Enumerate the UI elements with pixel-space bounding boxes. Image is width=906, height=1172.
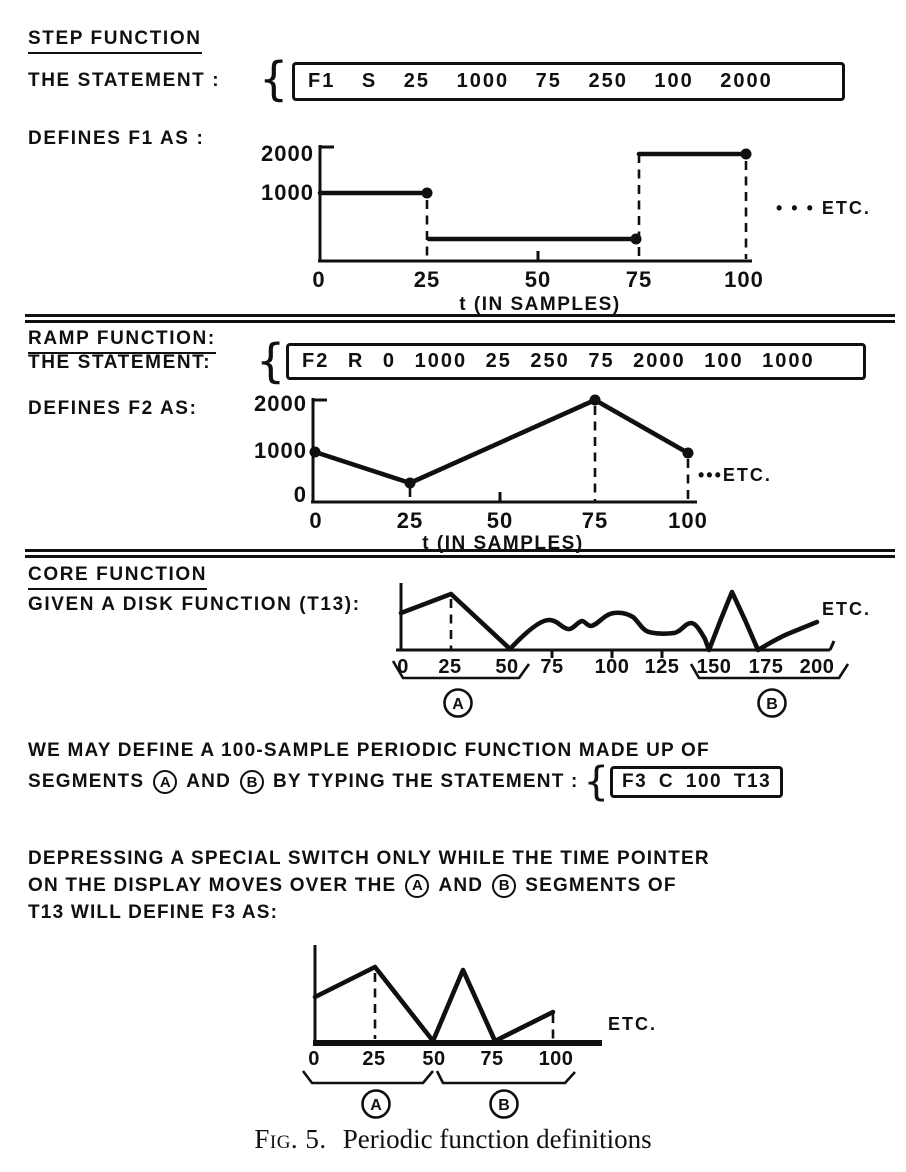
figure-caption-text: Periodic function definitions: [342, 1124, 652, 1154]
section-divider: [25, 314, 895, 323]
x-tick-label: 75: [581, 508, 609, 533]
x-tick-label: 0: [309, 508, 323, 533]
ramp-statement-label: THE STATEMENT:: [28, 352, 212, 373]
step-statement-label: THE STATEMENT :: [28, 70, 221, 91]
x-tick-label: 200: [799, 656, 835, 678]
ramp-section-heading: [28, 328, 216, 354]
core-section-heading: [28, 564, 207, 590]
x-tick-label: 0: [312, 267, 326, 292]
core-given-label: GIVEN A DISK FUNCTION (T13):: [28, 594, 361, 615]
ramp-chart-axes: [311, 398, 697, 503]
y-tick-label: 2000: [261, 141, 314, 166]
segment-a-label: A: [452, 696, 464, 713]
core-heading-text: CORE FUNCTION: [28, 564, 207, 590]
step-heading-text: STEP FUNCTION: [28, 28, 202, 54]
f3-waveform: [315, 967, 553, 1041]
disk-waveform: [401, 592, 817, 650]
switch-line2-before-a: ON THE DISPLAY MOVES OVER THE: [28, 874, 397, 896]
compose-statement-brace: {: [583, 759, 609, 805]
ramp-defines-label: DEFINES F2 AS:: [28, 398, 198, 419]
y-tick-label: 0: [293, 482, 307, 507]
data-point: [741, 149, 752, 160]
data-point: [405, 478, 416, 489]
segment-a-badge: A: [153, 770, 177, 794]
etc-label: • • • ETC.: [776, 198, 871, 218]
compose-line2-before-a: SEGMENTS: [28, 771, 145, 792]
ramp-statement-box: [286, 343, 866, 380]
x-tick-label: 75: [625, 267, 653, 292]
x-tick-label: 100: [594, 656, 630, 678]
x-tick-label: 100: [668, 508, 708, 533]
switch-line2-after-b: SEGMENTS OF: [525, 874, 677, 896]
y-tick-label: 2000: [254, 391, 307, 416]
figure-caption-label: Fig. 5.: [254, 1124, 327, 1154]
switch-note: [28, 845, 710, 926]
x-axis-label: t (IN SAMPLES): [459, 294, 621, 315]
x-tick-label: 0: [308, 1048, 320, 1070]
switch-line2: [28, 872, 710, 899]
x-tick-label: 175: [748, 656, 784, 678]
x-tick-label: 0: [397, 656, 409, 678]
step-section-heading: [28, 28, 202, 54]
ramp-heading-text: RAMP FUNCTION:: [28, 328, 216, 354]
segment-b-label: B: [498, 1097, 510, 1114]
data-point: [683, 448, 694, 459]
switch-line3: T13 WILL DEFINE F3 AS:: [28, 902, 279, 923]
switch-line1: DEPRESSING A SPECIAL SWITCH ONLY WHILE THE TIME POINTER: [28, 848, 710, 869]
etc-label: •••ETC.: [698, 465, 772, 485]
x-tick-label: 125: [644, 656, 680, 678]
x-tick-label: 75: [540, 656, 564, 678]
x-tick-label: 25: [438, 656, 462, 678]
step-statement-text: F1 S 25 1000 75 250 100 2000: [308, 70, 773, 92]
ramp-statement-brace: {: [256, 334, 286, 388]
x-tick-label: 50: [486, 508, 514, 533]
ramp-chart-series: [310, 395, 694, 502]
step-function-chart: [230, 133, 906, 318]
x-tick-label: 100: [724, 267, 764, 292]
segment-b-badge: B: [492, 874, 516, 898]
compose-line1: WE MAY DEFINE A 100-SAMPLE PERIODIC FUNCTION MADE UP OF: [28, 740, 710, 761]
f3-function-chart: [290, 938, 690, 1130]
compose-statement-box: [610, 766, 783, 798]
x-tick-label: 25: [396, 508, 424, 533]
data-point: [590, 395, 601, 406]
figure-caption: [0, 1124, 906, 1155]
x-tick-label: 100: [538, 1048, 574, 1070]
section-divider: [25, 549, 895, 558]
step-statement-box: [292, 62, 845, 101]
segment-b-bracket: [437, 1071, 575, 1083]
etc-label: ETC.: [822, 599, 872, 619]
ramp-function-chart: [235, 388, 906, 556]
compose-statement-text: F3 C 100 T13: [621, 771, 772, 792]
etc-label: ETC.: [608, 1014, 658, 1034]
ramp-statement-text: F2 R 0 1000 25 250 75 2000 100 1000: [302, 350, 815, 372]
x-tick-label: 75: [480, 1048, 504, 1070]
compose-line2-between: AND: [186, 771, 231, 792]
step-defines-label: DEFINES F1 AS :: [28, 128, 205, 149]
disk-function-chart: [390, 575, 906, 733]
y-tick-label: 1000: [254, 438, 307, 463]
compose-line2: [28, 759, 783, 805]
step-chart-axes: [318, 145, 752, 262]
segment-b-label: B: [766, 696, 778, 713]
step-chart-series: [320, 149, 752, 260]
x-axis-label: t (IN SAMPLES): [422, 533, 584, 554]
x-tick-label: 150: [696, 656, 732, 678]
data-point: [310, 447, 321, 458]
segment-b-badge: B: [240, 770, 264, 794]
x-tick-label: 25: [413, 267, 441, 292]
disk-chart-axes: [396, 583, 834, 658]
step-statement-brace: {: [259, 52, 289, 106]
data-point: [422, 188, 433, 199]
x-tick-label: 25: [362, 1048, 386, 1070]
segment-a-label: A: [370, 1097, 382, 1114]
y-tick-label: 1000: [261, 180, 314, 205]
x-tick-label: 50: [495, 656, 519, 678]
compose-line2-after-b: BY TYPING THE STATEMENT :: [273, 771, 579, 792]
segment-a-badge: A: [405, 874, 429, 898]
f3-chart-axes: [313, 945, 602, 1045]
x-tick-label: 50: [422, 1048, 446, 1070]
x-tick-label: 50: [524, 267, 552, 292]
segment-a-bracket: [303, 1071, 433, 1083]
switch-line2-between: AND: [438, 874, 484, 896]
